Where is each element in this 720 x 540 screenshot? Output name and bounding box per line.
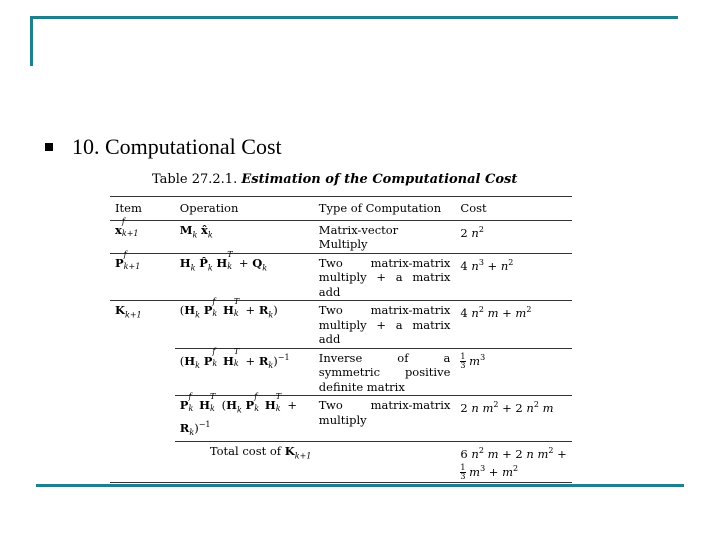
caption-title: Estimation of the Computational Cost <box>241 172 518 187</box>
top-accent-line <box>30 16 678 19</box>
table-total-row <box>110 442 572 483</box>
row-type: Two matrix-matrix multiply <box>314 396 456 442</box>
caption-label: Table 27.2.1. <box>152 172 238 187</box>
row-item <box>110 396 175 442</box>
bottom-accent-line <box>36 484 684 487</box>
row-item: x f k+1 <box>110 220 175 253</box>
header-operation: Operation <box>175 197 314 221</box>
table-row <box>110 396 572 442</box>
item-symbol: x <box>115 222 122 237</box>
table-row <box>110 253 572 301</box>
row-item: P f k+1 <box>110 253 175 301</box>
header-cost: Cost <box>455 197 572 221</box>
row-operation: $M_k$ $x̂_k$ <box>175 220 314 253</box>
row-item: $K_{k+1}$ <box>110 301 175 349</box>
row-operation: $H_k$ $P̂_k$ H T k + $Q_k$ <box>175 253 314 301</box>
row-cost: $\frac{1}{3}$ $m^3$ <box>455 348 572 396</box>
row-type: Matrix-vector Multiply <box>314 220 456 253</box>
left-accent-line <box>30 16 33 66</box>
row-cost: 2 $n^2$ <box>455 220 572 253</box>
row-cost: 2 n $m^2 + 2$ $n^2$ m <box>455 396 572 442</box>
computational-cost-table <box>110 196 572 483</box>
row-type: Inverse of a symmetric positive definite matrix <box>314 348 456 396</box>
table-header-row <box>110 197 572 221</box>
total-label-cell: Total cost of $K_{k+1}$ <box>175 442 456 483</box>
slide-heading: 10. Computational Cost <box>72 134 282 159</box>
table-row <box>110 220 572 253</box>
row-operation: ($H_k$ P f k H T k + $R_k$) <box>175 301 314 349</box>
total-cost: 6 $n^2$ m + 2 n $m^2$ + $\frac{1}{3}$ $m^3 + m^2$ <box>455 442 572 483</box>
row-operation: ($H_k$ P f k H T k + $R_k)^{-1}$ <box>175 348 314 396</box>
bullet-square-icon <box>45 143 53 151</box>
table-row <box>110 348 572 396</box>
row-type: Two matrix-matrix multiply + a matrix add <box>314 253 456 301</box>
total-label: Total cost of <box>209 444 282 459</box>
header-type: Type of Computation <box>314 197 456 221</box>
header-item: Item <box>110 197 175 221</box>
row-type: Two matrix-matrix multiply + a matrix add <box>314 301 456 349</box>
row-cost: 4 $n^3 + n^2$ <box>455 253 572 301</box>
row-cost: 4 $n^2$ $m + m^2$ <box>455 301 572 349</box>
row-operation: P f k H T k ($H_k$ P f k H T k + $R_k)^{-1}$ <box>175 396 314 442</box>
table-caption <box>152 172 517 188</box>
table-row <box>110 301 572 349</box>
row-item <box>110 348 175 396</box>
